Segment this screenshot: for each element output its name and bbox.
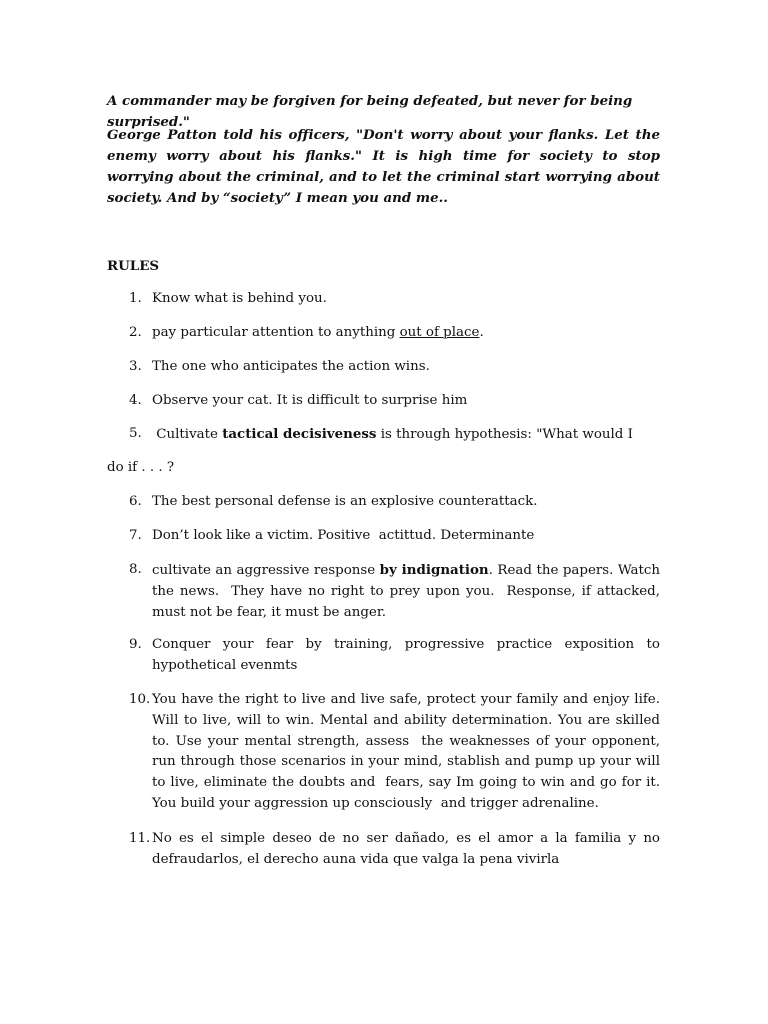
rule-number: 10. <box>129 692 151 707</box>
rule-number: 7. <box>129 528 142 543</box>
rule-item-3 <box>107 357 660 378</box>
rule-item-5 <box>107 424 660 446</box>
rule-5-continuation: do if . . . ? <box>107 460 175 475</box>
rule-text: Observe your cat. It is difficult to surprise him <box>152 393 468 408</box>
rule-text: The one who anticipates the action wins. <box>152 359 430 374</box>
rule-item-6 <box>107 492 660 513</box>
rule-number: 6. <box>129 494 142 509</box>
rule-number: 2. <box>129 325 142 340</box>
rule-text: You have the right to live and live safe, protect your family and enjoy life. Will to live, will to win. Mental and ability determination. You are skilled to. Use your mental strength, assess the weaknesses of your opponent, run through those scenarios in your mind, stablish and pump up your will to live, eliminate the doubts and fears, say Im going to win and go for it. You build your aggression up consciously and trigger adrenaline. <box>152 692 665 811</box>
rule-text-pre: Cultivate <box>152 427 223 442</box>
rules-heading: RULES <box>107 258 160 274</box>
rule-number: 1. <box>129 291 142 306</box>
rule-item-1 <box>107 289 660 310</box>
rule-text: Don’t look like a victim. Positive actittud. Determinante <box>152 528 535 543</box>
rule-text-pre: pay particular attention to anything <box>152 325 400 340</box>
rule-text-pre: cultivate an aggressive response <box>152 563 380 578</box>
rule-text-underlined: out of place <box>399 325 480 340</box>
rule-item-4 <box>107 391 660 412</box>
rule-text: The best personal defense is an explosive counterattack. <box>152 494 538 509</box>
rule-text-post: . Read the papers. Watch the news. They have no right to prey upon you. Response, if attacked, must not be fear, it must be anger. <box>152 563 665 620</box>
rule-number: 8. <box>129 562 142 577</box>
rule-text: Know what is behind you. <box>152 291 327 306</box>
rule-number: 3. <box>129 359 142 374</box>
rule-number: 9. <box>129 637 142 652</box>
rule-number: 4. <box>129 393 142 408</box>
rule-item-2 <box>107 323 660 344</box>
rule-text-bold: tactical decisiveness <box>222 426 377 442</box>
rule-number: 5. <box>129 426 142 441</box>
rule-text: Conquer your fear by training, progressive practice exposition to hypothetical evenmts <box>152 637 660 673</box>
rule-text: No es el simple deseo de no ser dañado, es el amor a la familia y no defraudarlos, el derecho auna vida que valga la pena vivirla <box>152 831 660 867</box>
rule-text <box>152 424 660 446</box>
rule-text-post: . <box>479 325 484 340</box>
rule-item-8 <box>107 560 665 623</box>
rule-text <box>152 560 665 623</box>
rule-number: 11. <box>129 831 151 846</box>
rule-item-9 <box>107 635 660 677</box>
rule-item-10 <box>107 690 665 815</box>
patton-quote-short: A commander may be forgiven for being defeated, but never for being surprised." <box>107 93 633 130</box>
rule-text-bold: by indignation <box>379 562 489 578</box>
rule-text <box>152 323 660 344</box>
rule-text-post: is through hypothesis: "What would I <box>376 427 633 442</box>
rule-item-11 <box>107 829 660 871</box>
patton-quote-long: George Patton told his officers, "Don't worry about your flanks. Let the enemy worry about his flanks." It is high time for society to stop worrying about the criminal, and to let the criminal start worrying about society. And by “society” I mean you and me.. <box>107 127 660 206</box>
rule-item-7 <box>107 526 660 547</box>
